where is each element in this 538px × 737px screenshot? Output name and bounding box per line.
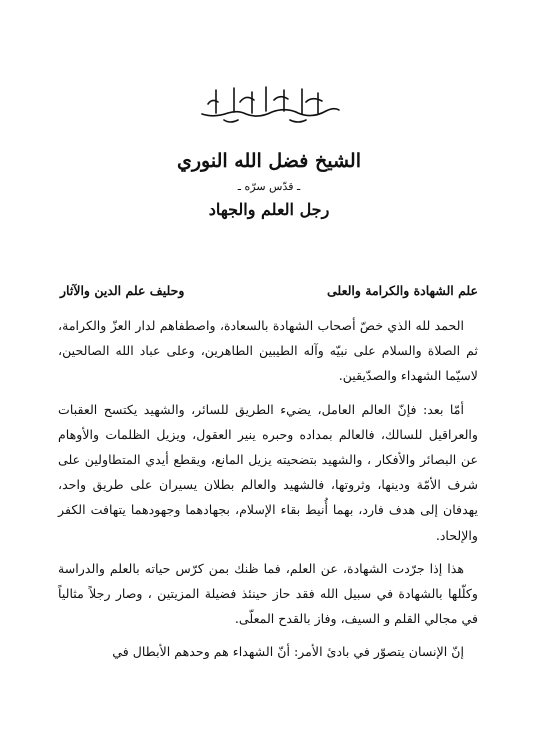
paragraph: إنّ الإنسان يتصوّر في بادئ الأمر: أنّ الشهداء هم وحدهم الأبطال في (112, 644, 464, 660)
main-title: الشيخ فضل الله النوري (176, 150, 362, 172)
paragraph: هذا إذا جرّدت الشهادة، عن العلم، فما ظنك بمن كرّس حياته بالعلم والدراسة وكلّلها بالشهادة في سبيل الله فقد حاز حينئذ فضيلة المزيتين ، وصار رجلاً مثالياً في مجالي القلم و السيف، وفاز بالقدح المعلّى. (58, 560, 478, 627)
verse-left-hemistich: وحليف علم الدين والآثار (60, 283, 185, 298)
honorific: ـ قدّس سرّه ـ (237, 180, 301, 193)
basmala-calligraphy (0, 80, 538, 124)
verse-right-hemistich: علم الشهادة والكرامة والعلى (327, 283, 478, 298)
poetry-verse (60, 283, 478, 298)
paragraph: أمّا بعد: فإنّ العالم العامل، يضيء الطريق للسائر، والشهيد يكتسح العقبات والعراقيل للسالك، فالعالم بمداده وحبره ينير العقول، ويزيل الظلمات والأوهام عن البصائر والأفكار ، والشهيد بتضحيته يزيل المانع، ويقطع أيدي المتطاولين على شرف الأمّة ودينها، وثروتها، فالشهيد والعالم بطلان يسيران على طريق واحد، يهدفان إلى هدف فارد، بهما أُنيط بقاء الإسلام، بجهادهما وجهودهما يتهافت الكفر والإلحاد. (58, 401, 478, 543)
basmala-calligraphy-icon (194, 80, 344, 124)
body-text (58, 313, 478, 665)
sub-title: رجل العلم والجهاد (208, 200, 330, 219)
paragraph: الحمد لله الذي خصّ أصحاب الشهادة بالسعادة، واصطفاهم لدار العزّ والكرامة، ثم الصلاة والسلام على نبيّه وآله الطيبين الطاهرين، وعلى عباد الله الصالحين، لاسيّما الشهداء والصدّيقين. (58, 318, 478, 384)
